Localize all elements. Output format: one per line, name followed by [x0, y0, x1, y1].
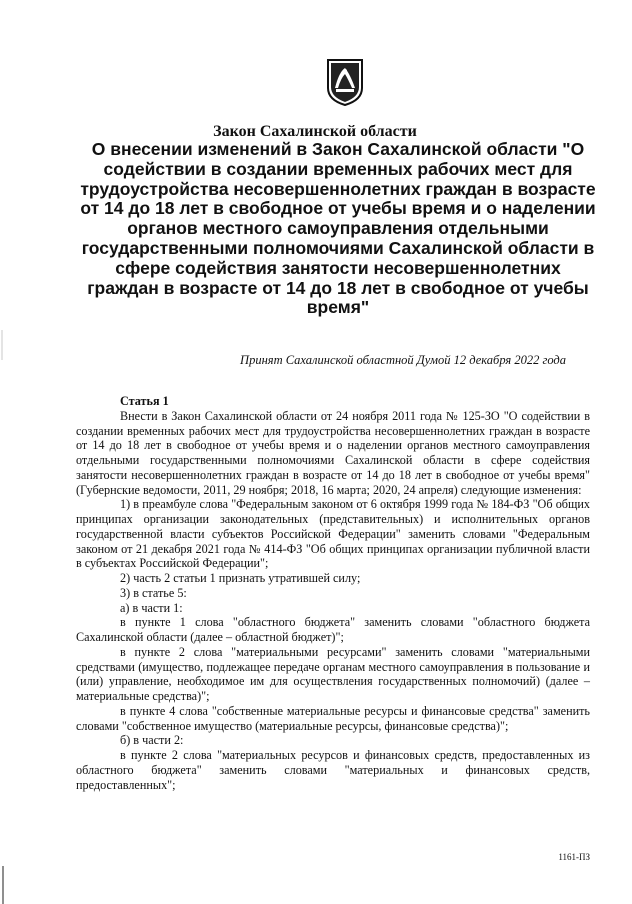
- paragraph-intro: Внести в Закон Сахалинской области от 24 ноября 2011 года № 125-ЗО "О содействии в создании временных рабочих мест для трудоустройства несовершеннолетних граждан в возрасте от 14 до 18 лет в свободное от учебы время и о наделении органов местного самоуправления отдельными государственными полномочиями Сахалинской области в сфере содействия занятости несовершеннолетних граждан в возрасте от 14 до 18 лет в свободное от учебы время" (Губернские ведомости, 2011, 29 ноября; 2018, 16 марта; 2020, 24 апреля) следующие изменения:: [76, 408, 590, 497]
- law-title: Закон Сахалинской области: [213, 123, 417, 140]
- article-title: Статья 1: [120, 394, 169, 408]
- paragraph-subitem-a: а) в части 1:: [120, 600, 183, 615]
- paragraph-point-4: в пункте 4 слова "собственные материальные ресурсы и финансовые средства" заменить словами "собственное имущество (материальные ресурсы, финансовые средства)";: [76, 703, 590, 733]
- law-heading: О внесении изменений в Закон Сахалинской области "О содействии в создании временных рабочих мест для трудоустройства несовершеннолетних граждан в возрасте от 14 до 18 лет в свободное от учебы время и о наделении органов местного самоуправления отдельными государственными полномочиями Сахалинской области в сфере содействия занятости несовершеннолетних граждан в возрасте от 14 до 18 лет в свободное от учебы время": [80, 139, 596, 318]
- paragraph-subitem-b: б) в части 2:: [120, 733, 184, 748]
- paragraph-point-2: в пункте 2 слова "материальными ресурсами" заменить словами "материальными средствами (имущество, подлежащее передаче органам местного самоуправления в пользование и (или) управление, необходимое им для осуществления государственных полномочий) (далее – материальные средства)";: [76, 644, 590, 703]
- paragraph-point-1: в пункте 1 слова "областного бюджета" заменить словами "областного бюджета Сахалинской области (далее – областной бюджет)";: [76, 615, 590, 644]
- law-body: [76, 394, 590, 792]
- paragraph-item-3: 3) в статье 5:: [120, 585, 187, 600]
- coat-of-arms-icon: [326, 58, 364, 106]
- paragraph-item-2: 2) часть 2 статьи 1 признать утратившей силу;: [120, 571, 361, 585]
- paragraph-part2-point-2: в пункте 2 слова "материальных ресурсов и финансовых средств, предоставленных из областного бюджета" заменить словами "материальных и финансовых средств, предоставленных";: [76, 748, 590, 792]
- paragraph-item-1: 1) в преамбуле слова "Федеральным законом от 6 октября 1999 года № 184-ФЗ "Об общих принципах организации законодательных (представительных) и исполнительных органов государственной власти субъектов Российской Федерации" заменить словами "Федеральным законом от 21 декабря 2021 года № 414-ФЗ "Об общих принципах организации публичной власти в субъектах Российской Федерации";: [76, 497, 590, 571]
- document-code: 1161-ПЗ: [558, 852, 590, 862]
- adoption-note: Принят Сахалинской областной Думой 12 декабря 2022 года: [240, 353, 566, 367]
